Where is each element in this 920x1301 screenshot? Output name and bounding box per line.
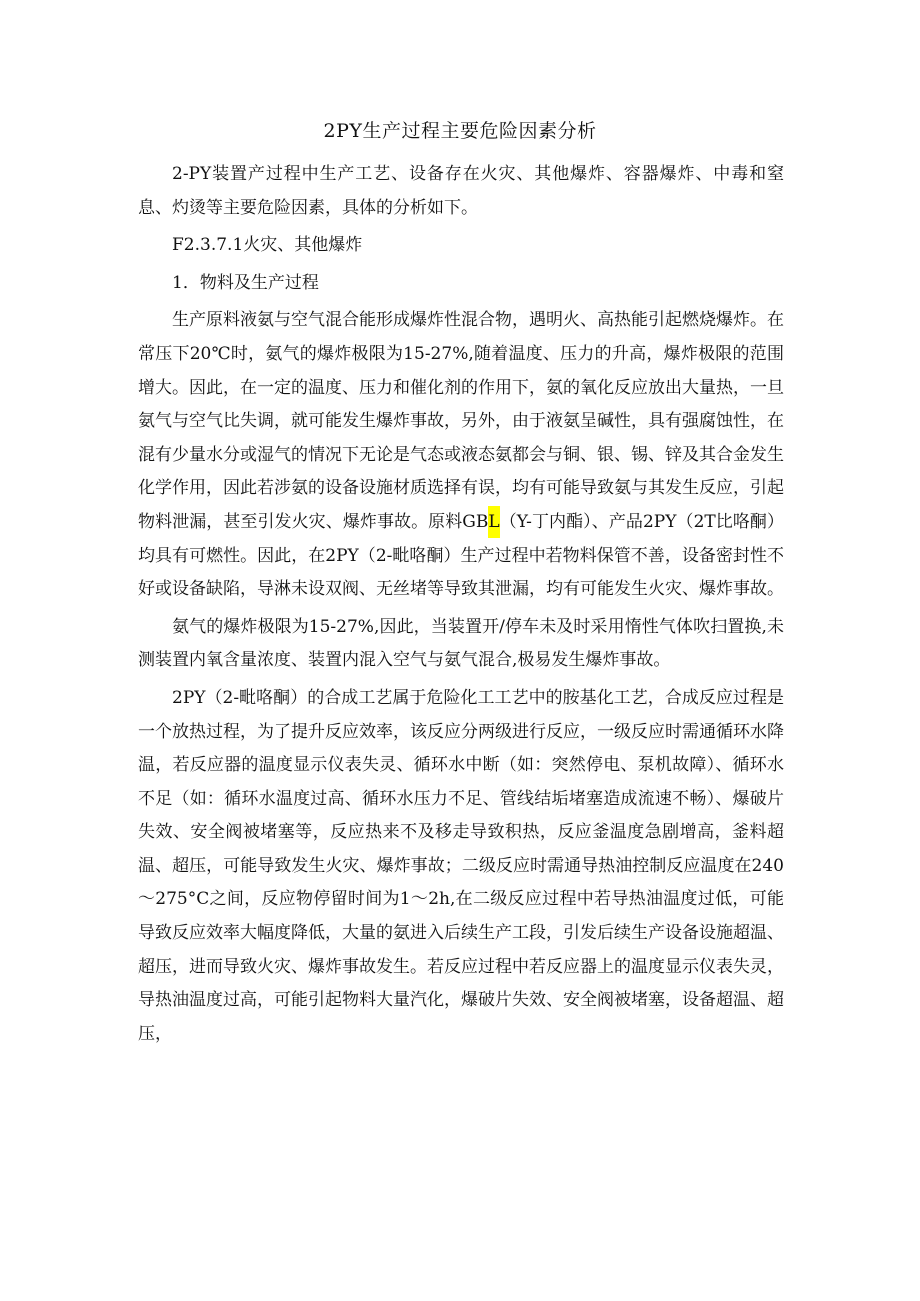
- paragraph-explosion-limit: 氨气的爆炸极限为15-27%,因此，当装置开/停车未及时采用惰性气体吹扫置换,未测装置内氧含量浓度、装置内混入空气与氨气混合,极易发生爆炸事故。: [138, 616, 784, 671]
- document-body: [138, 158, 784, 1055]
- highlighted-text: L: [488, 506, 499, 538]
- paragraph-synthesis-process: 2PY（2-毗咯酮）的合成工艺属于危险化工工艺中的胺基化工艺，合成反应过程是一个放热过程，为了提升反应效率，该反应分两级进行反应，一级反应时需通循环水降温，若反应器的温度显示仪表失灵、循环水中断（如：突然停电、泵机故障）、循环水不足（如：循环水温度过高、循环水压力不足、管线结垢堵塞造成流速不畅）、爆破片失效、安全阀被堵塞等，反应热来不及移走导致积热，反应釜温度急剧增高，釜料超温、超压，可能导致发生火灾、爆炸事故；二级反应时需通导热油控制反应温度在240～275°C之间，反应物停留时间为1～2h,在二级反应过程中若导热油温度过低，可能导致反应效率大幅度降低，大量的氨进入后续生产工段，引发后续生产设备设施超温、超压，进而导致火灾、爆炸事故发生。若反应过程中若反应器上的温度显示仪表失灵，导热油温度过高，可能引起物料大量汽化，爆破片失效、安全阀被堵塞，设备超温、超压，: [138, 687, 784, 1044]
- subsection-heading: 1．物料及生产过程: [172, 272, 319, 293]
- intro-paragraph: 2-PY装置产过程中生产工艺、设备存在火灾、其他爆炸、容器爆炸、中毒和窒息、灼烫等主要危险因素，具体的分析如下。: [138, 164, 784, 218]
- section-heading: F2.3.7.1火灾、其他爆炸: [172, 235, 363, 256]
- paragraph-materials-text-a: 生产原料液氨与空气混合能形成爆炸性混合物，遇明火、高热能引起燃烧爆炸。在常压下20℃时，氨气的爆炸极限为15-27%,随着温度、压力的升高，爆炸极限的范围增大。因此，在一定的温度、压力和催化剂的作用下，氨的氧化反应放出大量热，一旦氨气与空气比失调，就可能发生爆炸事故，另外，由于液氨呈碱性，具有强腐蚀性，在混有少量水分或湿气的情况下无论是气态或液态氨都会与铜、银、锡、锌及其合金发生化学作用，因此若涉氨的设备设施材质选择有误，均有可能导致氨与其发生反应，引起物料泄漏，甚至引发火灾、爆炸事故。原料GB: [138, 310, 784, 532]
- paragraph-materials: [138, 304, 784, 606]
- paragraph-materials-text-b: （Y-丁内酯）、产品2PY（2T比咯酮）均具有可燃性。因此，在2PY（2-毗咯酮）生产过程中若物料保管不善，设备密封性不好或设备缺陷，导淋未设双阀、无丝堵等导致其泄漏，均有可能发生火灾、爆炸事故。: [138, 511, 784, 600]
- document-title: 2PY生产过程主要危险因素分析: [323, 120, 597, 142]
